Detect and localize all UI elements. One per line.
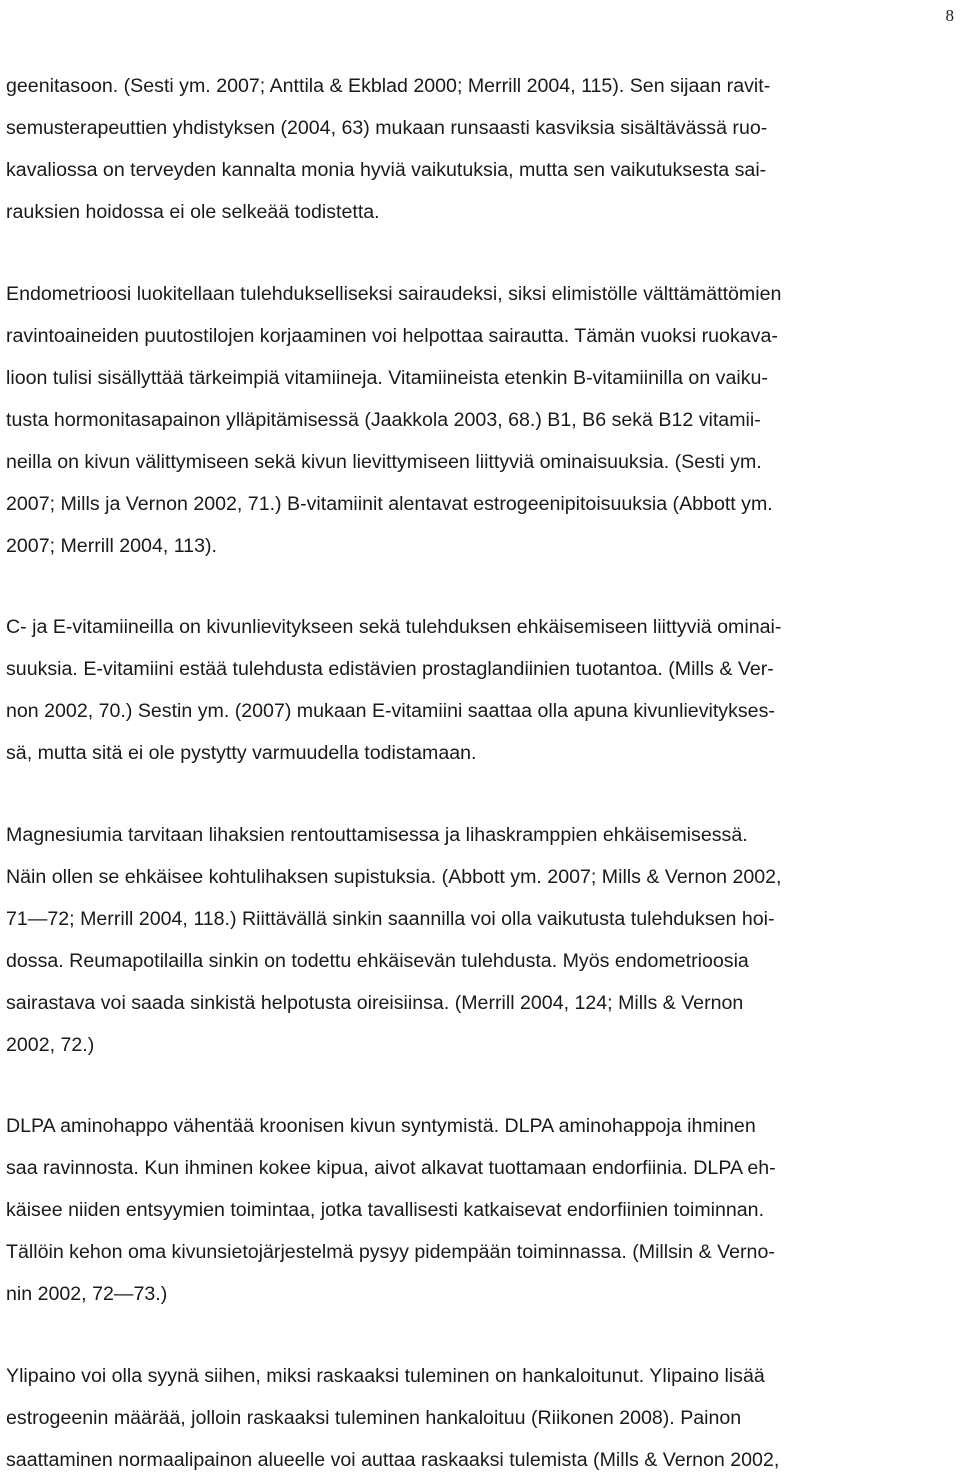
text-line: sä, mutta sitä ei ole pystytty varmuudella todistamaan.	[6, 742, 477, 764]
text-line: suuksia. E-vitamiini estää tulehdusta edistävien prostaglandiinien tuotantoa. (Mills & Ver-	[6, 658, 774, 680]
text-line: 2002, 72.)	[6, 1033, 95, 1056]
text-line: kavaliossa on terveyden kannalta monia hyviä vaikutuksia, mutta sen vaikutuksesta sai-	[6, 159, 767, 181]
paragraph-magnesium-zinc	[6, 814, 954, 1066]
paragraph-overweight	[6, 1355, 954, 1481]
text-line: sairastava voi saada sinkistä helpotusta oireisiinsa. (Merrill 2004, 124; Mills & Vernon	[6, 991, 744, 1014]
paragraph-c-e-vitamins	[6, 606, 954, 774]
paragraph-dlpa	[6, 1105, 954, 1315]
text-line: 2007; Merrill 2004, 113).	[6, 534, 217, 557]
paragraph-b-vitamins	[6, 273, 954, 567]
text-line: Ylipaino voi olla syynä siihen, miksi raskaaksi tuleminen on hankaloitunut. Ylipaino lisää	[6, 1364, 765, 1387]
text-line: 2007; Mills ja Vernon 2002, 71.) B-vitamiinit alentavat estrogeenipitoisuuksia (Abbott ym.	[6, 492, 773, 515]
text-line: Tällöin kehon oma kivunsietojärjestelmä pysyy pidempään toiminnassa. (Millsin & Verno-	[6, 1241, 775, 1263]
text-line: ravintoaineiden puutostilojen korjaaminen voi helpottaa sairautta. Tämän vuoksi ruokava-	[6, 324, 778, 347]
document-body	[6, 65, 954, 1481]
text-line: tusta hormonitasapainon ylläpitämisessä (Jaakkola 2003, 68.) B1, B6 sekä B12 vitamii-	[6, 408, 761, 431]
text-line: Näin ollen se ehkäisee kohtulihaksen supistuksia. (Abbott ym. 2007; Mills & Vernon 2002,	[6, 865, 782, 888]
text-line: DLPA aminohappo vähentää kroonisen kivun syntymistä. DLPA aminohappoja ihminen	[6, 1115, 756, 1137]
text-line: estrogeenin määrää, jolloin raskaaksi tuleminen hankaloituu (Riikonen 2008). Painon	[6, 1406, 742, 1429]
page-number: 8	[945, 6, 954, 25]
text-line: neilla on kivun välittymiseen sekä kivun lievittymiseen liittyviä ominaisuuksia. (Sesti ym.	[6, 450, 762, 473]
text-line: semusterapeuttien yhdistyksen (2004, 63) mukaan runsaasti kasviksia sisältävässä ruo-	[6, 117, 768, 139]
paragraph-spacer	[6, 774, 954, 814]
text-line: C- ja E-vitamiineilla on kivunlievitykseen sekä tulehduksen ehkäisemiseen liittyviä ominai-	[6, 616, 782, 638]
text-line: geenitasoon. (Sesti ym. 2007; Anttila & Ekblad 2000; Merrill 2004, 115). Sen sijaan ravit-	[6, 75, 771, 97]
text-line: non 2002, 70.) Sestin ym. (2007) mukaan E-vitamiini saattaa olla apuna kivunlievitykses-	[6, 700, 775, 722]
text-line: käisee niiden entsyymien toimintaa, jotka tavallisesti katkaisevat endorfiinien toiminnan.	[6, 1199, 765, 1221]
text-line: nin 2002, 72—73.)	[6, 1283, 168, 1305]
text-line: Endometrioosi luokitellaan tulehdukselliseksi sairaudeksi, siksi elimistölle välttämättömien	[6, 282, 782, 305]
paragraph-spacer	[6, 567, 954, 607]
paragraph-spacer	[6, 1315, 954, 1355]
paragraph-vegetable-diet	[6, 65, 954, 233]
paragraph-spacer	[6, 233, 954, 273]
text-line: lioon tulisi sisällyttää tärkeimpiä vitamiineja. Vitamiineista etenkin B-vitamiinilla on vaiku-	[6, 366, 768, 389]
text-line: dossa. Reumapotilailla sinkin on todettu ehkäisevän tulehdusta. Myös endometrioosia	[6, 949, 749, 972]
paragraph-spacer	[6, 1066, 954, 1106]
text-line: rauksien hoidossa ei ole selkeää todistetta.	[6, 201, 380, 223]
text-line: 71—72; Merrill 2004, 118.) Riittävällä sinkin saannilla voi olla vaikutusta tulehduksen hoi-	[6, 907, 775, 930]
text-line: saa ravinnosta. Kun ihminen kokee kipua, aivot alkavat tuottamaan endorfiinia. DLPA eh-	[6, 1157, 776, 1179]
text-line: saattaminen normaalipainon alueelle voi auttaa raskaaksi tulemista (Mills & Vernon 2002,	[6, 1448, 780, 1471]
text-line: Magnesiumia tarvitaan lihaksien rentouttamisessa ja lihaskramppien ehkäisemisessä.	[6, 823, 748, 846]
